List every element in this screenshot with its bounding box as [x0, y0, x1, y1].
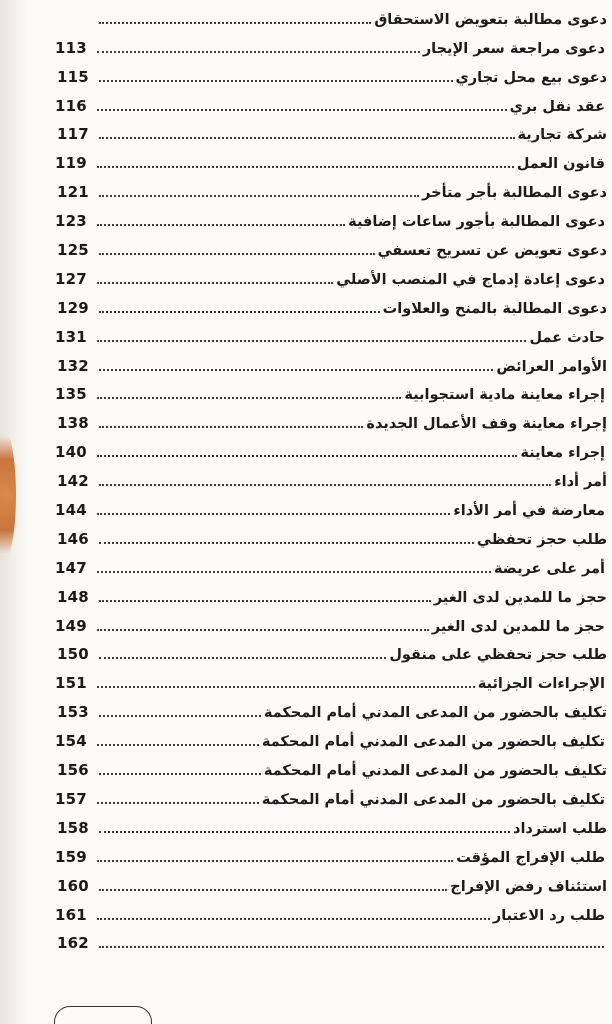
toc-entry — [55, 840, 605, 869]
toc-dot-leader — [99, 600, 431, 602]
toc-page-number: 150 — [57, 645, 89, 664]
toc-entry-title: دعوى مراجعة سعر الإيجار — [422, 40, 605, 57]
toc-entry — [55, 551, 605, 580]
toc-entry-title: إجراء معاينة — [520, 445, 605, 462]
toc-dot-leader — [99, 253, 375, 255]
toc-entry-title: الأوامر العرائض — [496, 358, 607, 375]
toc-dot-leader — [97, 455, 517, 457]
toc-dot-leader — [99, 484, 551, 486]
toc-entry-title: أمر على عريضة — [493, 560, 605, 577]
toc-dot-leader — [97, 513, 450, 515]
toc-page-number: 149 — [55, 616, 87, 635]
toc-dot-leader — [97, 744, 259, 746]
toc-dot-leader — [99, 80, 453, 82]
toc-entry — [57, 927, 607, 956]
toc-page-number: 153 — [57, 703, 89, 722]
toc-page-number: 157 — [55, 789, 87, 808]
toc-dot-leader — [97, 918, 490, 920]
toc-page-number: 135 — [55, 385, 87, 404]
toc-entry-title: استئناف رفض الإفراج — [450, 878, 607, 895]
toc-page-number: 129 — [57, 298, 89, 317]
toc-entry — [57, 291, 607, 320]
toc-entry — [55, 493, 605, 522]
toc-page-number: 131 — [55, 327, 87, 346]
toc-dot-leader — [97, 397, 401, 399]
toc-dot-leader — [99, 426, 363, 428]
toc-dot-leader — [97, 109, 507, 111]
toc-entry — [55, 89, 605, 118]
toc-entry — [55, 782, 605, 811]
toc-entry — [57, 118, 607, 147]
toc-page-number: 147 — [55, 558, 87, 577]
toc-entry — [57, 695, 607, 724]
toc-entry — [57, 580, 607, 609]
toc-entry-title: أمر أداء — [554, 474, 607, 491]
toc-entry — [57, 349, 607, 378]
toc-page-number: 115 — [57, 67, 89, 86]
toc-entry-title: الإجراءات الجزائية — [477, 676, 605, 693]
toc-dot-leader — [97, 51, 420, 53]
toc-entry — [55, 666, 605, 695]
toc-entry-title: إجراء معاينة مادية استجوابية — [404, 387, 605, 404]
toc-page-number: 116 — [55, 96, 87, 115]
toc-entry-title: طلب حجز تحفظي على منقول — [389, 647, 607, 664]
toc-dot-leader — [97, 282, 333, 284]
toc-entry-title: تكليف بالحضور من المدعى المدني أمام المحكمة — [261, 791, 605, 808]
toc-page-number: 123 — [55, 212, 87, 231]
toc-dot-leader — [97, 224, 345, 226]
toc-page-number: 158 — [57, 818, 89, 837]
toc-entry-title: دعوى المطالبة بأجور ساعات إضافية — [348, 214, 605, 231]
toc-page-number: 117 — [57, 125, 89, 144]
toc-page-number: 121 — [57, 183, 89, 202]
toc-entry — [55, 320, 605, 349]
toc-dot-leader — [99, 946, 604, 948]
toc-dot-leader — [97, 166, 514, 168]
toc-entry-title: طلب رد الاعتبار — [492, 907, 605, 924]
toc-dot-leader — [99, 137, 515, 139]
toc-entry-title: قانون العمل — [516, 156, 605, 173]
toc-page-number: 161 — [55, 905, 87, 924]
toc-entry-title: حجز ما للمدين لدى الغير — [433, 589, 607, 606]
toc-entry-title: دعوى مطالبة بتعويض الاستحقاق — [374, 11, 607, 28]
toc-entry-title: حادث عمل — [529, 329, 605, 346]
toc-dot-leader — [99, 195, 419, 197]
toc-page-number: 142 — [57, 472, 89, 491]
toc-entry — [55, 435, 605, 464]
toc-entry-title: حجز ما للمدين لدى الغير — [431, 618, 605, 635]
toc-page-number: 125 — [57, 241, 89, 260]
toc-entry-title: تكليف بالحضور من المدعى المدني أمام المحكمة — [261, 734, 605, 751]
toc-entry — [55, 724, 605, 753]
toc-entry-title: دعوى المطالبة بالمنح والعلاوات — [382, 300, 607, 317]
toc-page-number: 113 — [55, 38, 87, 57]
toc-dot-leader — [97, 340, 526, 342]
toc-entry — [57, 522, 607, 551]
toc-page-number: 127 — [55, 269, 87, 288]
toc-entry-title: معارضة في أمر الأداء — [453, 503, 605, 520]
toc-entry-title: دعوى تعويض عن تسريح تعسفي — [377, 243, 607, 260]
toc-entry — [55, 146, 605, 175]
toc-entry-title: دعوى المطالبة بأجر متأخر — [422, 185, 607, 202]
toc-page-number: 154 — [55, 732, 87, 751]
table-of-contents — [55, 2, 605, 955]
toc-entry-title: شركة تجارية — [517, 127, 607, 144]
toc-entry-title: طلب حجز تحفظي — [476, 531, 607, 548]
toc-dot-leader — [99, 311, 380, 313]
toc-entry — [57, 811, 607, 840]
toc-page-number: 132 — [57, 356, 89, 375]
toc-page-number: 140 — [55, 443, 87, 462]
toc-page-number: 162 — [57, 934, 89, 953]
toc-dot-leader — [97, 860, 453, 862]
toc-page-number: 156 — [57, 761, 89, 780]
toc-dot-leader — [97, 571, 491, 573]
toc-entry-title: دعوى بيع محل تجاري — [455, 69, 607, 86]
toc-page-number: 159 — [55, 847, 87, 866]
toc-entry — [57, 233, 607, 262]
toc-entry-title: عقد نقل بري — [509, 98, 605, 115]
toc-page-number: 151 — [55, 674, 87, 693]
toc-entry — [55, 31, 605, 60]
toc-page-number: 146 — [57, 529, 89, 548]
toc-entry — [55, 898, 605, 927]
page-footer-tab — [54, 1006, 152, 1024]
toc-entry-title: إجراء معاينة وقف الأعمال الجديدة — [366, 416, 607, 433]
toc-dot-leader — [99, 889, 447, 891]
toc-page-number: 160 — [57, 876, 89, 895]
toc-dot-leader — [99, 369, 493, 371]
toc-entry — [57, 753, 607, 782]
toc-entry-title: تكليف بالحضور من المدعى المدني أمام المحكمة — [263, 705, 607, 722]
toc-dot-leader — [97, 802, 259, 804]
toc-dot-leader — [97, 686, 475, 688]
toc-entry — [57, 175, 607, 204]
toc-entry-title: دعوى إعادة إدماج في المنصب الأصلي — [336, 271, 605, 288]
toc-entry-title: طلب الإفراج المؤقت — [456, 849, 605, 866]
toc-entry — [57, 638, 607, 667]
toc-dot-leader — [99, 715, 261, 717]
toc-entry — [55, 609, 605, 638]
toc-entry — [57, 464, 607, 493]
toc-dot-leader — [99, 773, 261, 775]
toc-entry — [55, 262, 605, 291]
toc-entry — [57, 2, 607, 31]
toc-dot-leader — [99, 542, 474, 544]
toc-entry — [55, 204, 605, 233]
toc-dot-leader — [97, 629, 429, 631]
toc-entry — [57, 869, 607, 898]
toc-page-number: 144 — [55, 501, 87, 520]
toc-page-number: 119 — [55, 154, 87, 173]
toc-entry — [55, 378, 605, 407]
toc-entry-title: تكليف بالحضور من المدعى المدني أمام المحكمة — [263, 763, 607, 780]
toc-page-number: 148 — [57, 587, 89, 606]
toc-entry — [57, 60, 607, 89]
toc-page-number: 138 — [57, 414, 89, 433]
toc-entry-title: طلب استرداد — [513, 820, 607, 837]
toc-dot-leader — [99, 657, 386, 659]
toc-dot-leader — [99, 22, 371, 24]
toc-entry — [57, 406, 607, 435]
toc-dot-leader — [99, 831, 510, 833]
